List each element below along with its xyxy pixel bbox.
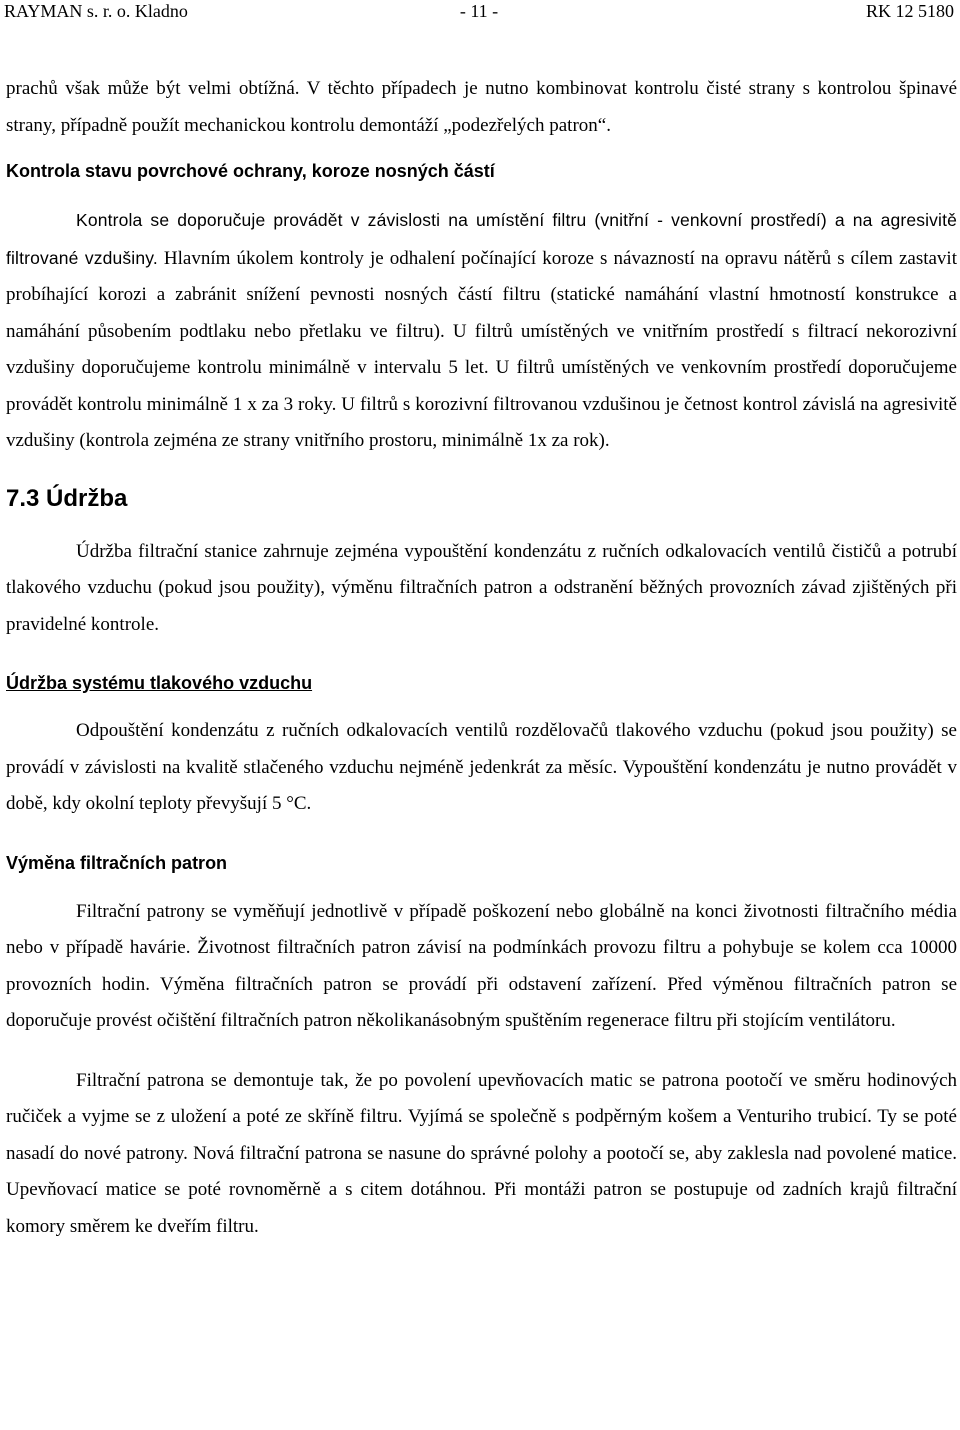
section-heading-cartridge-replacement: Výměna filtračních patron [6,852,228,873]
document-body [6,71,957,1245]
header-doc-code: RK 12 5180 [865,1,954,21]
compressed-air-paragraph: Odpouštění kondenzátu z ručních odkalovacích ventilů rozdělovačů tlakového vzduchu (pokud jsou použity) se provádí v závislosti na kvalitě stlačeného vzduchu nejméně jedenkrát za měsíc. Vypouštění kondenzátu je nutno provádět v době, kdy okolní teploty převyšují 5 °C. [6,720,957,814]
intro-paragraph: prachů však může být velmi obtížná. V těchto případech je nutno kombinovat kontrolu čisté strany s kontrolou špinavé strany, případně použít mechanickou kontrolu demontáží „podezřelých patron“. [6,78,957,136]
corrosion-text-main: Hlavním úkolem kontroly je odhalení počínající koroze s návazností na opravu nátěrů s cílem zastavit probíhající korozi a zabránit snížení pevnosti nosných částí filtru (statické namáhání vlastní hmotností konstrukce a namáhání působením podtlaku nebo přetlaku ve filtru). U filtrů umístěných ve vnitřním prostředí s filtrací nekorozivní vzdušiny doporučujeme kontrolu minimálně v intervalu 5 let. U filtrů umístěných ve venkovním prostředí doporučujeme provádět kontrolu minimálně 1 x za 3 roky. U filtrů s korozivní filtrovanou vzdušinou je četnost kontrol závislá na agresivitě vzdušiny (kontrola zejména ze strany vnitřního prostoru, minimálně 1x za rok). [6,247,957,451]
maintenance-paragraph: Údržba filtrační stanice zahrnuje zejména vypouštění kondenzátu z ručních odkalovacích ventilů čističů a potrubí tlakového vzduchu (pokud jsou použity), výměnu filtračních patron a odstranění běžných provozních závad zjištěných při pravidelné kontrole. [6,540,957,635]
page-header [4,0,954,22]
corrosion-text-intro: Kontrola se doporučuje provádět v závislosti na umístění filtru (vnitřní - venkovní prostředí) a na agresivitě filtrované vzdušiny. [6,210,957,268]
header-company: RAYMAN s. r. o. Kladno [4,1,188,21]
section-heading-compressed-air: Údržba systému tlakového vzduchu [6,673,313,693]
section-heading-maintenance: 7.3 Údržba [6,484,128,512]
header-page-number: - 11 - [459,1,499,21]
section-heading-corrosion: Kontrola stavu povrchové ochrany, koroze nosných částí [6,161,495,181]
cartridge-replacement-paragraph-2: Filtrační patrona se demontuje tak, že po povolení upevňovacích matic se patrona pootočí ve směru hodinových ručiček a vyjme se z uložení a poté ze skříně filtru. Vyjímá se společně s podpěrným košem a Venturiho trubicí. Ty se poté nasadí do nové patrony. Nová filtrační patrona se nasune do správné polohy a pootočí se, aby zaklesla nad povolené matice. Upevňovací matice se poté rovnoměrně a s citem dotáhnou. Při montáži patron se postupuje od zadních krajů filtrační komory směrem ke dveřím filtru. [6,1069,957,1237]
corrosion-paragraph [6,202,957,460]
cartridge-replacement-paragraph-1: Filtrační patrony se vyměňují jednotlivě v případě poškození nebo globálně na konci životnosti filtračního média nebo v případě havárie. Životnost filtračních patron závisí na podmínkách provozu filtru a pohybuje se kolem cca 10000 provozních hodin. Výměna filtračních patron se provádí při odstavení zařízení. Před výměnou filtračních patron se doporučuje provést očištění filtračních patron několikanásobným spuštěním regenerace filtru při stojícím ventilátoru. [6,900,957,1031]
